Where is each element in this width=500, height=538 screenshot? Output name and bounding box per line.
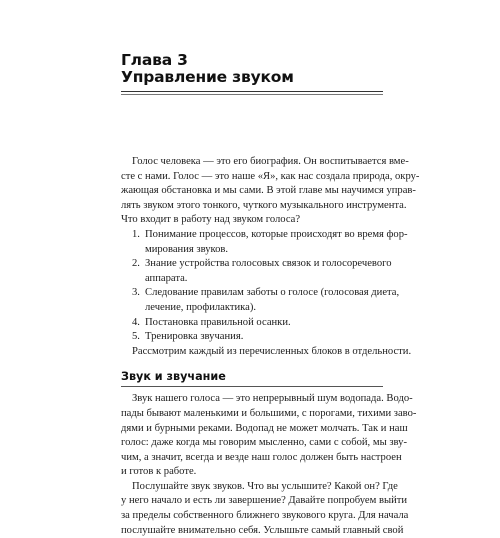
list-item-line: мирования звуков. [145,243,229,255]
chapter-label: Глава 3 [121,51,188,69]
list-text: Понимание процессов, которые происходят во время фор- [145,228,408,240]
list-item [121,316,383,331]
list-item [121,330,383,345]
list-item [121,286,400,315]
list-text: Следование правилам заботы о голосе (голосовая диета, [145,287,400,299]
chapter-rule [121,91,383,92]
list-item-line [121,316,383,331]
list-number: 3. [132,287,140,299]
text-line: голос: даже когда мы говорим мысленно, сами с собой, мы зву- [121,437,407,449]
chapter-title: Управление звуком [121,68,294,86]
list-item-line [121,257,392,272]
list-text: Постановка правильной осанки. [145,316,291,328]
list-item-line: лечение, профилактика). [145,301,257,313]
numbered-list [121,228,408,345]
list-number: 4. [132,316,140,328]
chapter-rule-thin [121,94,383,95]
text-line: и готов к работе. [121,466,197,478]
text-line: сте с нами. Голос — это наше «Я», как нас создала природа, окру- [121,170,420,182]
section-paragraph-2 [121,480,409,538]
text-line: дями и бурными реками. Водопад не может молчать. Так и наш [121,422,408,434]
intro-paragraph [121,155,420,228]
section-rule [121,386,383,387]
text-line: пады бывают маленькими и большими, с порогами, тихими заво- [121,407,417,419]
chapter-body [121,155,420,538]
list-item [121,228,408,257]
list-item-line [121,330,383,345]
text-line: у него начало и есть ли завершение? Давайте попробуем выйти [121,495,408,507]
text-line: Звук нашего голоса — это непрерывный шум водопада. Водо- [132,393,413,405]
text-line: Послушайте звук звуков. Что вы услышите? Какой он? Где [132,480,398,492]
text-line: послушайте внимательно себя. Услышьте самый главный свой [121,524,404,536]
chapter-heading [121,52,384,86]
text-line: Голос человека — это его биография. Он воспитывается вме- [132,156,409,167]
text-line: за пределы собственного ближнего звукового круга. Для начала [121,510,409,522]
list-text: Знание устройства голосовых связок и голосоречевого [145,258,392,270]
section-title: Звук и звучание [121,370,226,384]
list-item [121,257,392,286]
text-line: лять звуком этого тонкого, чуткого музыкального инструмента. [121,199,407,211]
list-text: Тренировка звучания. [145,331,244,343]
text-line: чим, а значит, всегда и везде наш голос должен быть настроен [121,451,402,463]
section-paragraph-1 [121,392,417,480]
list-number: 5. [132,331,140,343]
text-line: жающая обстановка и мы сами. В этой главе мы научимся управ- [121,185,416,197]
list-number: 2. [132,258,140,270]
list-number: 1. [132,228,140,240]
list-item-line [121,286,400,301]
summary-line: Рассмотрим каждый из перечисленных блоков в отдельности. [132,345,412,357]
text-line: Что входит в работу над звуком голоса? [121,214,301,226]
list-item-line [121,228,408,243]
list-item-line: аппарата. [145,272,188,284]
